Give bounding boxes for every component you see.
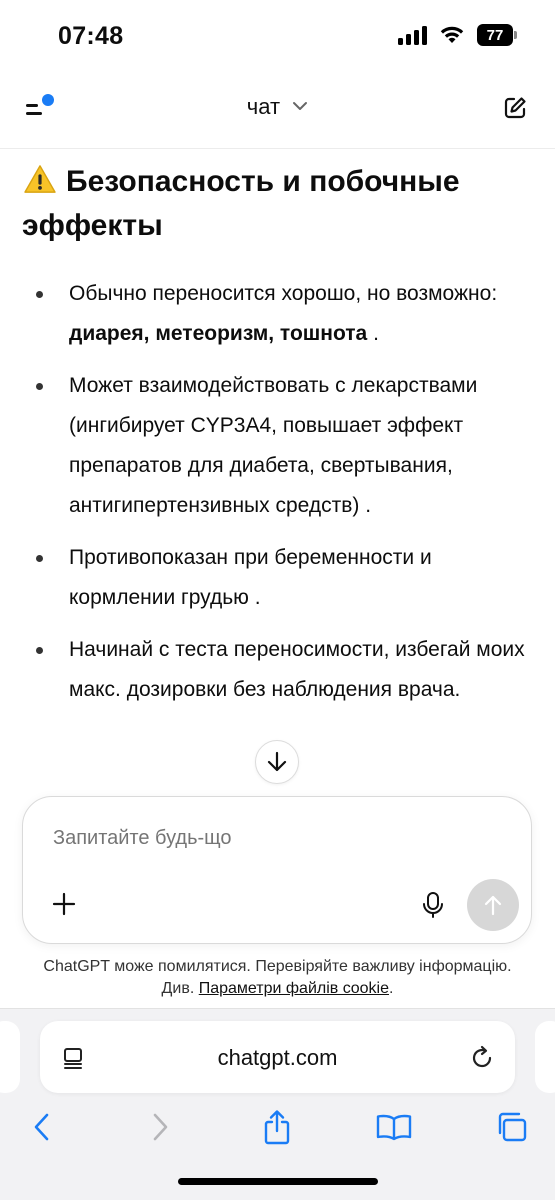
status-icons xyxy=(398,24,517,46)
browser-chrome xyxy=(0,1008,555,1200)
battery-icon xyxy=(477,24,517,46)
disclaimer-line: ChatGPT може помилятися. Перевіряйте важливу інформацію. xyxy=(43,958,512,975)
forward-button[interactable] xyxy=(140,1107,180,1147)
home-indicator xyxy=(178,1178,378,1185)
forward-icon xyxy=(151,1112,169,1142)
plus-icon[interactable] xyxy=(49,889,79,919)
assistant-message xyxy=(22,160,532,722)
disclaimer-prefix: Див. xyxy=(161,980,199,997)
list-item-text: Обычно переносится хорошо, но возможно: xyxy=(69,282,498,305)
list-item xyxy=(22,274,532,354)
model-selector[interactable] xyxy=(0,94,555,120)
new-chat-icon[interactable] xyxy=(501,94,529,122)
section-heading xyxy=(22,160,532,248)
message-composer xyxy=(22,796,532,944)
chat-title-label: чат xyxy=(246,94,281,119)
microphone-icon[interactable] xyxy=(421,891,445,919)
chevron-down-icon xyxy=(292,101,308,111)
app-header xyxy=(0,72,555,144)
header-divider xyxy=(0,148,555,149)
status-time: 07:48 xyxy=(58,22,124,50)
bookmarks-button[interactable] xyxy=(374,1107,414,1147)
bullet-list xyxy=(22,274,532,710)
warning-icon xyxy=(22,164,58,194)
list-item: Начинай с теста переносимости, избегай моих макс. дозировки без наблюдения врача. xyxy=(22,630,532,710)
list-item-text: . xyxy=(367,322,379,345)
tabs-button[interactable] xyxy=(492,1107,532,1147)
browser-toolbar xyxy=(0,1101,555,1161)
tabs-icon xyxy=(495,1111,529,1143)
arrow-down-icon xyxy=(266,750,288,774)
battery-level: 77 xyxy=(477,24,513,46)
status-bar xyxy=(0,0,555,72)
back-button[interactable] xyxy=(22,1107,62,1147)
cookie-settings-link[interactable]: Параметри файлів cookie xyxy=(198,980,389,997)
address-bar[interactable] xyxy=(40,1021,515,1093)
reload-icon[interactable] xyxy=(469,1045,495,1071)
url-text: chatgpt.com xyxy=(217,1045,338,1070)
list-item: Может взаимодействовать с лекарствами (ингибирует CYP3A4, повышает эффект препаратов для диабета, свертывания, антигипертензивных средств) . xyxy=(22,366,532,526)
share-icon xyxy=(262,1109,292,1145)
disclaimer xyxy=(0,956,555,1000)
wifi-icon xyxy=(439,25,465,45)
previous-tab-peek[interactable] xyxy=(0,1021,20,1093)
section-heading-text: Безопасность и побочные эффекты xyxy=(22,165,460,242)
arrow-up-icon xyxy=(483,894,503,916)
back-icon xyxy=(33,1112,51,1142)
list-item-bold-text: диарея, метеоризм, тошнота xyxy=(69,322,368,345)
cellular-signal-icon xyxy=(398,25,427,45)
bookmarks-icon xyxy=(376,1113,412,1141)
message-input[interactable] xyxy=(53,827,493,850)
send-button[interactable] xyxy=(467,879,519,931)
scroll-to-bottom-button[interactable] xyxy=(255,740,299,784)
list-item: Противопоказан при беременности и кормлении грудью . xyxy=(22,538,532,618)
share-button[interactable] xyxy=(257,1107,297,1147)
next-tab-peek[interactable] xyxy=(535,1021,555,1093)
disclaimer-suffix: . xyxy=(388,980,394,997)
